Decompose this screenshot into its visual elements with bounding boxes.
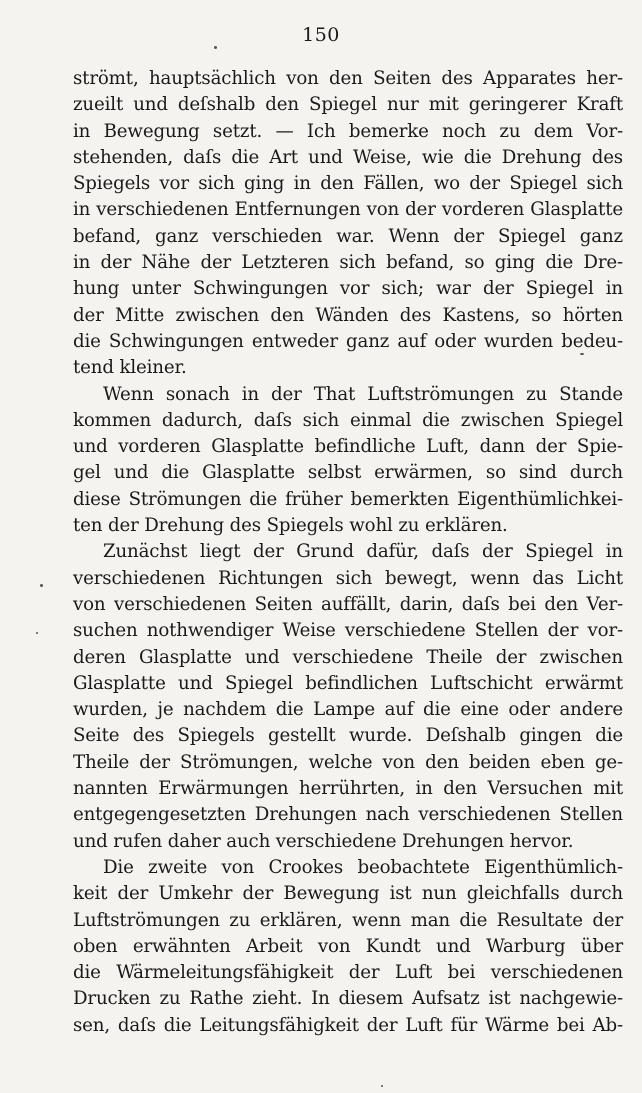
text-line: wurden, je nachdem die Lampe auf die eine oder andere	[73, 699, 623, 721]
text-line: kommen dadurch, daſs sich einmal die zwischen Spiegel	[73, 409, 623, 431]
text-line: Drucken zu Rathe zieht. In diesem Aufsatz ist nachgewie-	[73, 988, 623, 1010]
print-speck	[40, 584, 43, 587]
text-line: Die zweite von Crookes beobachtete Eigenthümlich-	[103, 856, 623, 878]
text-line: in Bewegung setzt. — Ich bemerke noch zu dem Vor-	[73, 120, 623, 142]
text-line: in verschiedenen Entfernungen von der vorderen Glasplatte	[73, 199, 623, 221]
text-line: suchen nothwendiger Weise verschiedene Stellen der vor-	[73, 620, 623, 642]
text-line: die Schwingungen entweder ganz auf oder wurden bedeu-	[73, 330, 623, 352]
text-line: stehenden, daſs die Art und Weise, wie die Drehung des	[73, 146, 623, 168]
print-speck	[580, 353, 584, 355]
text-line: Zunächst liegt der Grund dafür, daſs der Spiegel in	[103, 541, 623, 563]
text-line: und vorderen Glasplatte befindliche Luft, dann der Spie-	[73, 436, 623, 458]
text-line: entgegengesetzten Drehungen nach verschiedenen Stellen	[73, 804, 623, 826]
text-line: Theile der Strömungen, welche von den beiden eben ge-	[73, 751, 623, 773]
page-number: 150	[302, 24, 340, 46]
body-text	[73, 66, 623, 1039]
text-line: keit der Umkehr der Bewegung ist nun gleichfalls durch	[73, 883, 623, 905]
text-line: befand, ganz verschieden war. Wenn der Spiegel ganz	[73, 225, 623, 247]
text-line: verschiedenen Richtungen sich bewegt, wenn das Licht	[73, 567, 623, 589]
text-line: in der Nähe der Letzteren sich befand, so ging die Dre-	[73, 252, 623, 274]
text-line: der Mitte zwischen den Wänden des Kastens, so hörten	[73, 304, 623, 326]
text-line: Luftströmungen zu erklären, wenn man die Resultate der	[73, 909, 623, 931]
text-line: Glasplatte und Spiegel befindlichen Luftschicht erwärmt	[73, 672, 623, 694]
print-speck	[36, 632, 38, 634]
text-line: und rufen daher auch verschiedene Drehungen hervor.	[73, 830, 574, 852]
text-line: oben erwähnten Arbeit von Kundt und Warburg über	[73, 935, 623, 957]
text-line: Wenn sonach in der That Luftströmungen zu Stande	[103, 383, 623, 405]
text-line: strömt, hauptsächlich von den Seiten des Apparates her-	[73, 68, 623, 89]
text-line: deren Glasplatte und verschiedene Theile der zwischen	[73, 646, 623, 668]
text-line: hung unter Schwingungen vor sich; war der Spiegel in	[73, 278, 623, 300]
text-line: sen, daſs die Leitungsfähigkeit der Luft für Wärme bei Ab-	[73, 1014, 623, 1036]
text-line: von verschiedenen Seiten auffällt, darin, daſs bei den Ver-	[73, 593, 623, 615]
print-speck	[381, 1085, 383, 1087]
text-line: gel und die Glasplatte selbst erwärmen, so sind durch	[73, 462, 623, 484]
text-line: nannten Erwärmungen herrührten, in den Versuchen mit	[73, 778, 623, 800]
text-line: tend kleiner.	[73, 357, 187, 379]
text-line: zueilt und deſshalb den Spiegel nur mit geringerer Kraft	[73, 94, 623, 116]
text-line: diese Strömungen die früher bemerkten Eigenthümlichkei-	[73, 488, 623, 510]
text-line: Seite des Spiegels gestellt wurde. Deſshalb gingen die	[73, 725, 623, 747]
print-speck	[214, 46, 217, 49]
text-line: die Wärmeleitungsfähigkeit der Luft bei verschiedenen	[73, 962, 623, 984]
text-line: ten der Drehung des Spiegels wohl zu erklären.	[73, 515, 508, 537]
text-line: Spiegels vor sich ging in den Fällen, wo der Spiegel sich	[73, 173, 623, 195]
